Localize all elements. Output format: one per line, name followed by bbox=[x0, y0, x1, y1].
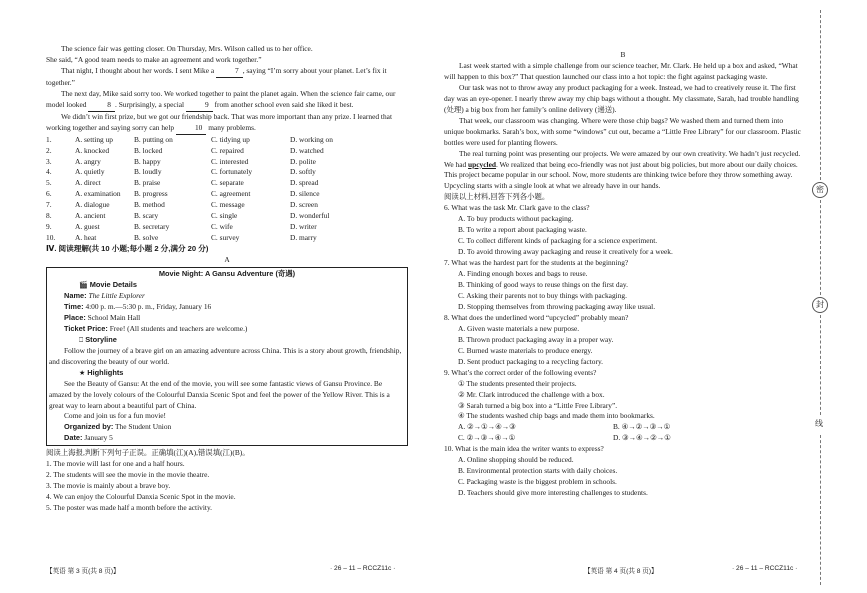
page-footer-label: 【英语 第 3 页(共 8 页)】 bbox=[46, 568, 120, 575]
answer-option: C. Asking their parents not to buy things with packaging. bbox=[458, 290, 627, 300]
organizer: Organized by: The Student Union bbox=[64, 422, 172, 432]
answer-option: C. Packaging waste is the biggest problem in schools. bbox=[458, 477, 617, 487]
tf-item: 4. We can enjoy the Colourful Danxia Scenic Spot in the movie. bbox=[46, 492, 236, 502]
intro-line: She said, “A good team needs to make an agreement and work together.” bbox=[46, 54, 262, 64]
highlights-heading: Highlights bbox=[87, 367, 124, 377]
page-footer-code: · 26 – 11 – RCCZ11c · bbox=[330, 565, 396, 572]
book-icon: ⎕ bbox=[79, 335, 84, 344]
option-row: 6. A. examination B. progress C. agreement D. silence bbox=[46, 189, 320, 199]
answer-option: C. Burned waste materials to produce energy. bbox=[458, 345, 593, 355]
event-item: ① The students presented their projects. bbox=[458, 378, 577, 388]
movie-place: Place: School Main Hall bbox=[64, 312, 141, 322]
binding-line bbox=[820, 435, 822, 585]
highlights-text: See the Beauty of Gansu: At the end of the movie, you will see some fantastic views of Gansu Province. Be amazed by the lovely colours of the Colourful Danxia Scenic Spot and feel the power of the Yellow River. This is a great way to learn about a beautiful part of China. bbox=[49, 378, 390, 410]
option-row: 5. A. direct B. praise C. separate D. spread bbox=[46, 178, 319, 188]
answer-option: D. Stopping themselves from throwing packaging away like usual. bbox=[458, 301, 656, 311]
cloze-options bbox=[46, 135, 408, 245]
storyline-heading: Storyline bbox=[85, 334, 117, 344]
paragraph: Last week started with a simple challenge from our science teacher, Mr. Clark. He held up a box and asked, “What will happen to this box?” That question launched our class into a hot topic: the fight against packaging waste. bbox=[444, 60, 798, 81]
answer-option: D. Sent product packaging to a recycling factory. bbox=[458, 356, 604, 366]
underlined-word: upcycled bbox=[468, 159, 496, 169]
page-footer-label: 【英语 第 4 页(共 8 页)】 bbox=[584, 568, 658, 575]
tf-item: 1. The movie will last for one and a half hours. bbox=[46, 459, 185, 469]
blank-8: 8 bbox=[88, 100, 115, 112]
paragraph: The next day, Mike said sorry too. We worked together to paint the planet again. When the science fair came, our model looked 8 . Surprisingly, a special 9 from another school even said she liked it best. bbox=[46, 89, 408, 112]
tf-item: 5. The poster was made half a month before the activity. bbox=[46, 503, 213, 513]
binding-mark: 线 bbox=[812, 417, 826, 431]
passage-label: B bbox=[620, 50, 626, 59]
question: 9. What’s the correct order of the following events? bbox=[444, 367, 597, 377]
blank-10: 10 bbox=[176, 123, 206, 135]
event-item: ④ The students washed chip bags and made them into bookmarks. bbox=[458, 411, 655, 421]
binding-line bbox=[820, 200, 822, 295]
option-row: 3. A. angry B. happy C. interested D. polite bbox=[46, 156, 316, 166]
answer-option: B. To write a report about packaging waste. bbox=[458, 225, 587, 235]
tf-item: 2. The students will see the movie in the movie theatre. bbox=[46, 470, 210, 480]
left-page bbox=[46, 44, 408, 514]
invite-line: Come and join us for a fun movie! bbox=[64, 411, 167, 421]
movie-name: Name: The Little Explorer bbox=[64, 290, 145, 300]
question: 7. What was the hardest part for the students at the beginning? bbox=[444, 258, 629, 268]
order-options: C. ②→③→④→① D. ③→④→②→① bbox=[458, 433, 671, 443]
poster-date: Date: January 5 bbox=[64, 433, 113, 443]
option-row: 1. A. setting up B. putting on C. tidying up D. working on bbox=[46, 134, 333, 144]
option-row: 2. A. knocked B. locked C. repaired D. watched bbox=[46, 145, 324, 155]
questions-instruction: 阅读以上材料,回答下列各小题。 bbox=[444, 192, 550, 202]
storyline-text: Follow the journey of a brave girl on an amazing adventure across China. This is a story about growth, friendship, and discovering the beauty of our world. bbox=[49, 345, 402, 366]
option-row: 7. A. dialogue B. method C. message D. screen bbox=[46, 200, 318, 210]
movie-time: Time: 4:00 p. m.—5:30 p. m., Friday, January 16 bbox=[64, 301, 212, 311]
right-page bbox=[444, 50, 802, 499]
event-item: ② Mr. Clark introduced the challenge with a box. bbox=[458, 389, 605, 399]
paragraph: That night, I thought about her words. I sent Mike a 7 , saying “I’m sorry about your planet. Let’s fix it together.” bbox=[46, 65, 387, 87]
blank-7: 7 bbox=[216, 66, 243, 78]
answer-option: B. Thrown product packaging away in a proper way. bbox=[458, 334, 614, 344]
paragraph: Our task was not to throw away any product packaging for a week. Instead, we had to creatively reuse it. The first day was an eye-opener. I nearly threw away my chip bags without a thought. My classmate, Sarah, had trouble handling (处理) a big box from her family’s online delivery (递送). bbox=[444, 82, 799, 114]
paragraph: We didn’t win first prize, but we got our friendship back. That was more important than any prize. I learned that working together and saying sorry can help 10 many problems. bbox=[46, 112, 408, 135]
question: 10. What is the main idea the writer wants to express? bbox=[444, 444, 604, 454]
event-item: ③ Sarah turned a big box into a “Little Free Library”. bbox=[458, 400, 618, 410]
binding-line bbox=[820, 315, 822, 415]
answer-option: B. Thinking of good ways to reuse things on the first day. bbox=[458, 280, 628, 290]
paragraph: That week, our classroom was changing. Where were those chip bags? We washed them and turned them into unique bookmarks. Sarah’s box, with some “windows” cut out, became a “Little Free Library” for our classroom. Plastic bottles were used for planting flowers. bbox=[444, 115, 801, 147]
question: 8. What does the underlined word “upcycled” probably mean? bbox=[444, 312, 629, 322]
details-heading: Movie Details bbox=[89, 280, 137, 290]
paragraph: The real turning point was presenting our projects. We were amazed by our own creativity. We hadn’t just recycled. We had upcycled. We realized that being eco-friendly was not just about big policies, but more about our daily choices. This project became popular in our school. Now, more students are thinking twice before they throw something away. Upcycling starts with a single look at what we already have in our hands. bbox=[444, 148, 801, 191]
ticket-price: Ticket Price: Free! (All students and teachers are welcome.) bbox=[64, 323, 248, 333]
option-row: 8. A. ancient B. scary C. single D. wonderful bbox=[46, 211, 330, 221]
tf-instruction: 阅读上海报,判断下列句子正误。正确填(江)(A),错误填(江)(B)。 bbox=[46, 448, 250, 458]
answer-option: A. Finding enough boxes and bags to reuse. bbox=[458, 269, 588, 279]
movie-poster bbox=[46, 267, 408, 446]
tf-item: 3. The movie is mainly about a brave boy. bbox=[46, 481, 171, 491]
answer-option: A. Online shopping should be reduced. bbox=[458, 455, 574, 465]
answer-option: B. Environmental protection starts with daily choices. bbox=[458, 466, 618, 476]
passage-label: A bbox=[224, 255, 230, 265]
binding-mark: 封 bbox=[812, 297, 828, 313]
answer-option: D. Teachers should give more interesting challenges to students. bbox=[458, 488, 648, 498]
answer-option: C. To collect different kinds of packaging for a science experiment. bbox=[458, 236, 658, 246]
option-row: 4. A. quietly B. loudly C. fortunately D. softly bbox=[46, 167, 316, 177]
answer-option: A. To buy products without packaging. bbox=[458, 214, 574, 224]
option-row: 9. A. guest B. secretary C. wife D. writer bbox=[46, 222, 317, 232]
intro-line: The science fair was getting closer. On Thursday, Mrs. Wilson called us to her office. bbox=[61, 44, 313, 53]
blank-9: 9 bbox=[186, 100, 213, 112]
star-icon: ★ bbox=[79, 368, 86, 377]
question: 6. What was the task Mr. Clark gave to the class? bbox=[444, 203, 590, 213]
page-footer-code: · 26 – 11 – RCCZ11c · bbox=[732, 565, 798, 572]
order-options: A. ②→①→④→③ B. ④→②→③→① bbox=[458, 422, 671, 432]
binding-line bbox=[820, 10, 822, 180]
answer-option: D. To avoid throwing away packaging and reuse it creatively for a week. bbox=[458, 247, 673, 257]
poster-title: Movie Night: A Gansu Adventure (奇遇) bbox=[158, 269, 296, 279]
answer-option: A. Given waste materials a new purpose. bbox=[458, 323, 580, 333]
option-row: 10. A. heat B. solve C. survey D. marry bbox=[46, 233, 317, 243]
section-heading: Ⅳ. 阅读理解(共 10 小题;每小题 2 分,满分 20 分) bbox=[46, 244, 209, 254]
binding-mark: 密 bbox=[812, 182, 828, 198]
film-icon: 🎬 bbox=[79, 281, 88, 290]
